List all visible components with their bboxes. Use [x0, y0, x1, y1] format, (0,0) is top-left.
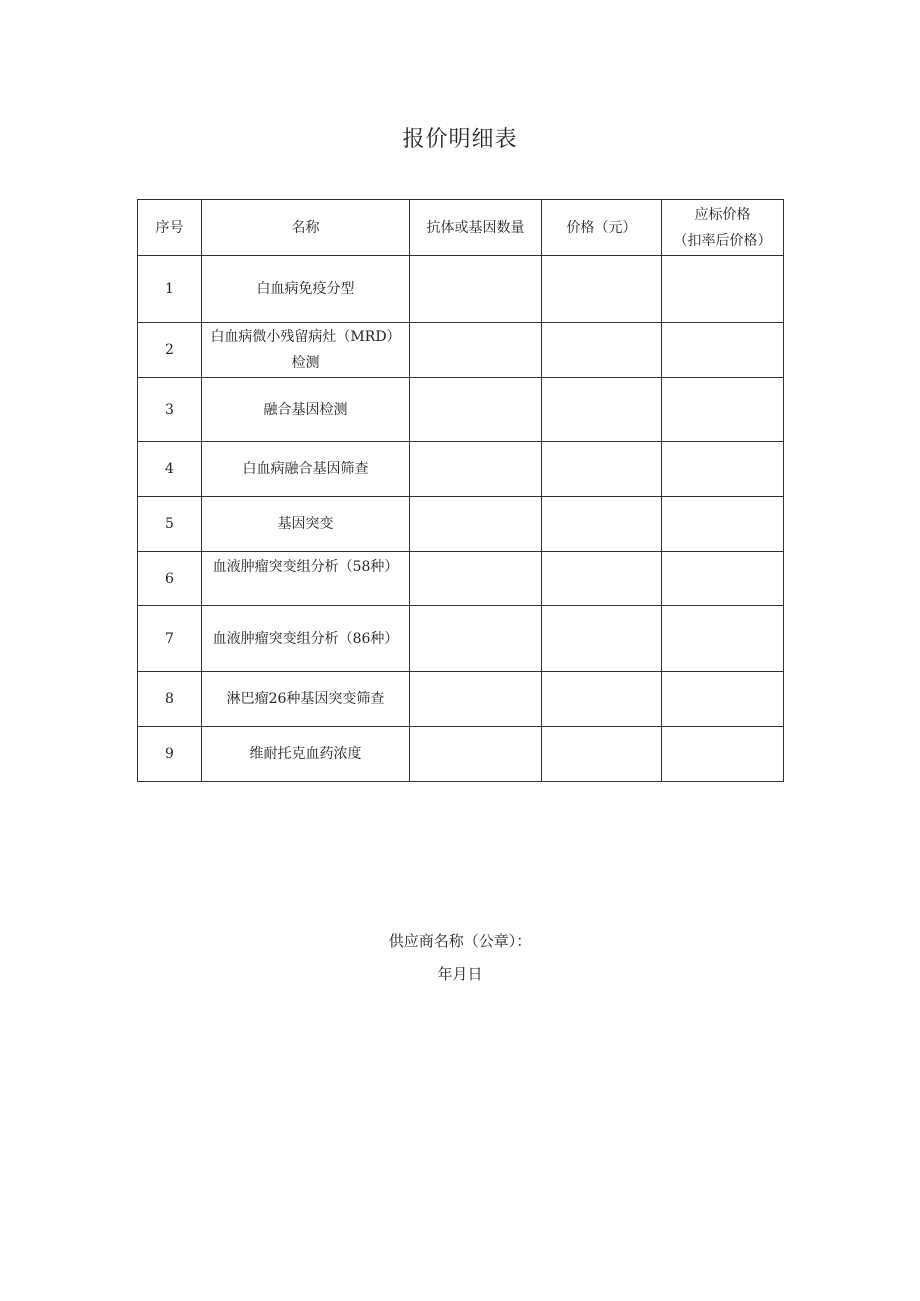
row-seq: 1: [138, 256, 202, 323]
row-quantity[interactable]: [410, 672, 542, 727]
row-name: 白血病融合基因筛查: [202, 442, 410, 497]
header-bid-price: [662, 200, 784, 256]
table-row: [138, 606, 784, 672]
row-bid-price[interactable]: [662, 672, 784, 727]
row-name: 白血病免疫分型: [202, 256, 410, 323]
date-label: 年月日: [437, 965, 483, 983]
supplier-name-label: 供应商名称（公章）：: [388, 932, 532, 950]
row-bid-price[interactable]: [662, 323, 784, 378]
row-name: 血液肿瘤突变组分析（86种）: [202, 606, 410, 672]
row-price[interactable]: [542, 727, 662, 782]
row-name: 基因突变: [202, 497, 410, 552]
row-bid-price[interactable]: [662, 497, 784, 552]
table-row: [138, 256, 784, 323]
table-row: [138, 323, 784, 378]
row-price[interactable]: [542, 442, 662, 497]
row-bid-price[interactable]: [662, 442, 784, 497]
table-header-row: [138, 200, 784, 256]
row-quantity[interactable]: [410, 606, 542, 672]
row-bid-price[interactable]: [662, 606, 784, 672]
row-seq: 4: [138, 442, 202, 497]
table-row: [138, 672, 784, 727]
row-price[interactable]: [542, 497, 662, 552]
table-row: [138, 378, 784, 442]
header-quantity: 抗体或基因数量: [410, 200, 542, 256]
header-name: 名称: [202, 200, 410, 256]
table-row: [138, 497, 784, 552]
header-seq: 序号: [138, 200, 202, 256]
row-name: 融合基因检测: [202, 378, 410, 442]
page-title: 报价明细表: [402, 127, 518, 152]
row-name-line2: 检测: [291, 355, 320, 371]
row-quantity[interactable]: [410, 497, 542, 552]
row-seq: 9: [138, 727, 202, 782]
table-row: [138, 442, 784, 497]
row-name-line1: 白血病微小残留病灶（MRD）: [210, 329, 401, 345]
row-name: 淋巴瘤26种基因突变筛查: [202, 672, 410, 727]
table-row: [138, 727, 784, 782]
row-quantity[interactable]: [410, 727, 542, 782]
row-seq: 8: [138, 672, 202, 727]
row-price[interactable]: [542, 606, 662, 672]
row-name: [202, 323, 410, 378]
quote-table: [137, 199, 784, 782]
row-quantity[interactable]: [410, 323, 542, 378]
row-seq: 7: [138, 606, 202, 672]
row-bid-price[interactable]: [662, 256, 784, 323]
row-quantity[interactable]: [410, 552, 542, 606]
header-price: 价格（元）: [542, 200, 662, 256]
row-bid-price[interactable]: [662, 552, 784, 606]
row-seq: 5: [138, 497, 202, 552]
row-bid-price[interactable]: [662, 727, 784, 782]
row-seq: 6: [138, 552, 202, 606]
row-quantity[interactable]: [410, 378, 542, 442]
row-seq: 3: [138, 378, 202, 442]
row-quantity[interactable]: [410, 256, 542, 323]
row-price[interactable]: [542, 378, 662, 442]
row-quantity[interactable]: [410, 442, 542, 497]
row-name: 维耐托克血药浓度: [202, 727, 410, 782]
row-name: 血液肿瘤突变组分析（58种）: [202, 552, 410, 606]
header-bid-price-line2: （扣率后价格）: [673, 232, 772, 249]
row-price[interactable]: [542, 672, 662, 727]
row-bid-price[interactable]: [662, 378, 784, 442]
header-bid-price-line1: 应标价格: [694, 206, 751, 223]
table-row: [138, 552, 784, 606]
row-price[interactable]: [542, 256, 662, 323]
row-seq: 2: [138, 323, 202, 378]
row-price[interactable]: [542, 552, 662, 606]
row-price[interactable]: [542, 323, 662, 378]
